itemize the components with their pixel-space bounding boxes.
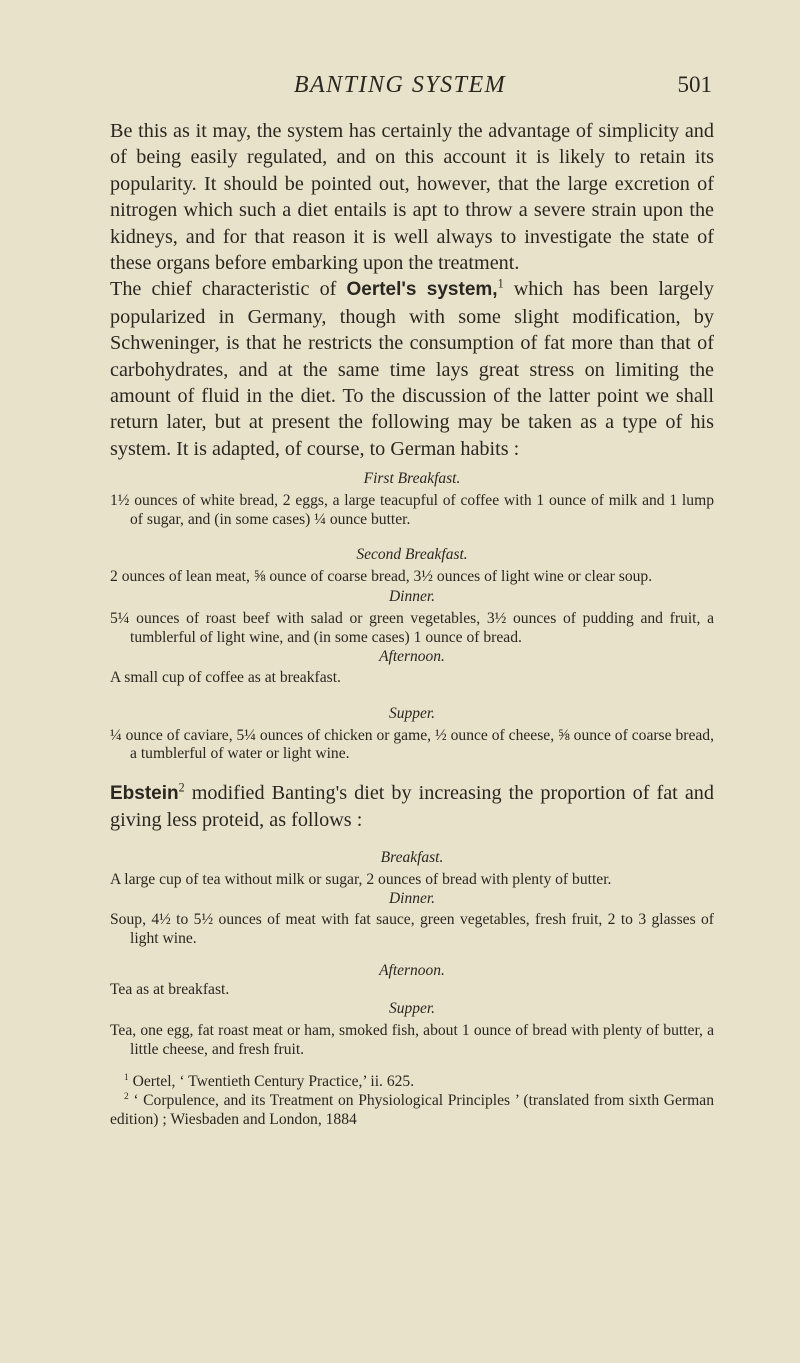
meal-heading: Dinner. [388, 890, 436, 908]
footnote-1-text: Oertel, ‘ Twentieth Century Practice,’ ii. 625. [128, 1073, 415, 1091]
oertel-system-term: Oertel's system, [346, 279, 498, 301]
meal-heading: Supper. [388, 1000, 436, 1018]
meal-item: 2 ounces of lean meat, ⅝ ounce of coarse bread, 3½ ounces of light wine or clear soup. [110, 568, 653, 586]
meal-heading: Second Breakfast. [356, 546, 468, 564]
meal-item: 1½ ounces of white bread, 2 eggs, a large teacupful of coffee with 1 ounce of milk and 1 lump of sugar, and (in some cases) ¼ ounce butter. [110, 492, 714, 528]
meal-heading: Supper. [388, 704, 436, 722]
running-head [0, 72, 800, 106]
footnote-1-marker: 1 [124, 1073, 129, 1084]
footnote-2-marker: 2 [124, 1091, 129, 1102]
ebstein-diet-list [110, 848, 714, 1060]
meal-item: A small cup of coffee as at breakfast. [110, 669, 341, 687]
footnote-2-text: ‘ Corpulence, and its Treatment on Physiological Principles ’ (translated from sixth German edition) ; Wiesbaden and London, 1884 [110, 1092, 714, 1128]
footnote-ref-1: 1 [497, 276, 504, 291]
paragraph-1: Be this as it may, the system has certainly the advantage of simplicity and of being easily regulated, and on this account it is likely to retain its popularity. It should be pointed out, however, that the large excretion of nitrogen which such a diet entails is apt to throw a severe strain upon the kidneys, and for that reason it is well always to investigate the state of these organs before embarking upon the treatment. [110, 120, 714, 275]
meal-item: ¼ ounce of caviare, 5¼ ounces of chicken or game, ½ ounce of cheese, ⅝ ounce of coarse bread, a tumblerful of water or light wine. [110, 726, 714, 763]
meal-item: Soup, 4½ to 5½ ounces of meat with fat sauce, green vegetables, fresh fruit, 2 to 3 glasses of light wine. [110, 911, 714, 948]
page-number: 501 [677, 72, 712, 97]
paragraph-oertel-intro: The chief characteristic of [110, 278, 347, 301]
meal-item: Tea as at breakfast. [110, 980, 230, 998]
footnote-2 [110, 1092, 714, 1129]
ebstein-term: Ebstein [110, 783, 179, 805]
running-title: BANTING SYSTEM [293, 72, 507, 98]
meal-heading: Dinner. [388, 588, 436, 606]
oertel-diet-list [110, 469, 714, 764]
paragraph-ebstein-body: modified Banting's diet by increasing the proportion of fat and giving less proteid, as follows : [110, 782, 714, 832]
paragraph-ebstein [110, 780, 714, 834]
meal-heading: Afternoon. [379, 961, 445, 979]
meal-heading: First Breakfast. [363, 470, 461, 488]
meal-item: 5¼ ounces of roast beef with salad or green vegetables, 3½ ounces of pudding and fruit, a tumblerful of light wine, and (in some cases) 1 ounce of bread. [110, 610, 714, 646]
meal-item: A large cup of tea without milk or sugar, 2 ounces of bread with plenty of butter. [110, 870, 612, 888]
body-text [110, 118, 714, 1129]
paragraph-oertel [110, 276, 714, 462]
meal-heading: Breakfast. [380, 848, 444, 866]
footnote-ref-2: 2 [178, 780, 185, 795]
footnote-1 [110, 1073, 714, 1092]
footnotes [110, 1073, 714, 1129]
meal-item: Tea, one egg, fat roast meat or ham, smoked fish, about 1 ounce of bread with plenty of butter, a little cheese, and fresh fruit. [110, 1022, 714, 1058]
meal-heading: Afternoon. [379, 648, 445, 666]
paragraph-oertel-body: which has been largely popularized in Germany, though with some slight modification, by Schweninger, is that he restricts the consumption of fat more than that of carbohydrates, and at the same time lays great stress on limiting the amount of fluid in the diet. To the discussion of the latter point we shall return later, but at present the following may be taken as a type of his system. It is adapted, of course, to German habits : [110, 278, 715, 460]
